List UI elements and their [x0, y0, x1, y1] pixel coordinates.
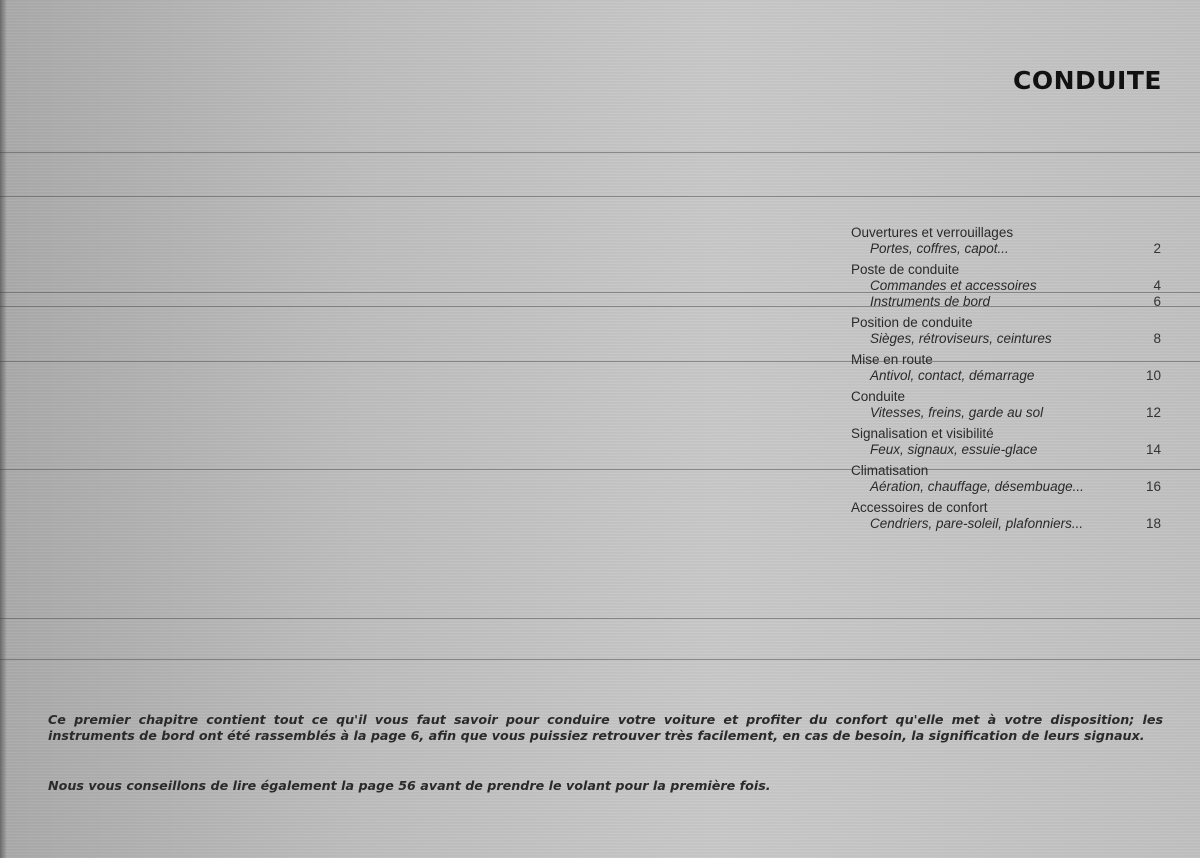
toc-section-title: Climatisation	[851, 463, 929, 478]
toc-page-number: 14	[1145, 442, 1161, 457]
toc-page-number: 10	[1145, 368, 1161, 383]
toc-section	[851, 426, 1161, 458]
toc-item	[851, 331, 1161, 347]
toc-page-number: 4	[1153, 278, 1161, 293]
scan-line	[0, 196, 1200, 197]
toc-section	[851, 500, 1161, 532]
toc-item	[851, 368, 1161, 384]
toc-section-title: Signalisation et visibilité	[851, 426, 994, 441]
toc-page-number: 12	[1145, 405, 1161, 420]
toc-item-text: Feux, signaux, essuie-glace	[870, 442, 1038, 457]
toc-item-text: Cendriers, pare-soleil, plafonniers...	[870, 516, 1084, 531]
toc-section	[851, 389, 1161, 421]
toc-item	[851, 278, 1161, 294]
toc-item-text: Sièges, rétroviseurs, ceintures	[870, 331, 1052, 346]
toc-item-text: Portes, coffres, capot...	[870, 241, 1009, 256]
toc-item-text: Antivol, contact, démarrage	[870, 368, 1035, 383]
toc-item-text: Commandes et accessoires	[870, 278, 1037, 293]
intro-note: Nous vous conseillons de lire également la page 56 avant de prendre le volant pour la première fois.	[48, 778, 771, 793]
toc-section	[851, 262, 1161, 310]
toc-page-number: 16	[1145, 479, 1161, 494]
toc-item	[851, 442, 1161, 458]
toc-section-title: Ouvertures et verrouillages	[851, 225, 1014, 240]
toc-section-title: Poste de conduite	[851, 262, 960, 277]
toc-section	[851, 315, 1161, 347]
scan-line	[0, 659, 1200, 660]
toc-page-number: 6	[1153, 294, 1161, 309]
page-title: CONDUITE	[1012, 66, 1162, 95]
toc-section-title: Position de conduite	[851, 315, 973, 330]
table-of-contents	[851, 225, 1161, 537]
page-edge-shadow	[0, 0, 7, 858]
toc-item	[851, 405, 1161, 421]
toc-page-number: 8	[1153, 331, 1161, 346]
toc-item-text: Aération, chauffage, désembuage...	[870, 479, 1084, 494]
toc-item-text: Vitesses, freins, garde au sol	[870, 405, 1044, 420]
toc-item	[851, 516, 1161, 532]
toc-item	[851, 294, 1161, 310]
toc-item-text: Instruments de bord	[870, 294, 991, 309]
toc-section	[851, 225, 1161, 257]
toc-section-title: Mise en route	[851, 352, 933, 367]
intro-paragraph: Ce premier chapitre contient tout ce qu'il vous faut savoir pour conduire votre voiture et profiter du confort qu'elle met à votre disposition; les instruments de bord ont été rassemblés à la page 6, afin que vous puissiez retrouver très facilement, en cas de besoin, la signification de leurs signaux.	[48, 712, 1163, 743]
toc-page-number: 18	[1145, 516, 1161, 531]
toc-section	[851, 352, 1161, 384]
toc-section-title: Accessoires de confort	[851, 500, 988, 515]
toc-page-number: 2	[1153, 241, 1161, 256]
toc-section	[851, 463, 1161, 495]
toc-item	[851, 479, 1161, 495]
scan-line	[0, 152, 1200, 153]
toc-section-title: Conduite	[851, 389, 906, 404]
scan-line	[0, 618, 1200, 619]
toc-item	[851, 241, 1161, 257]
